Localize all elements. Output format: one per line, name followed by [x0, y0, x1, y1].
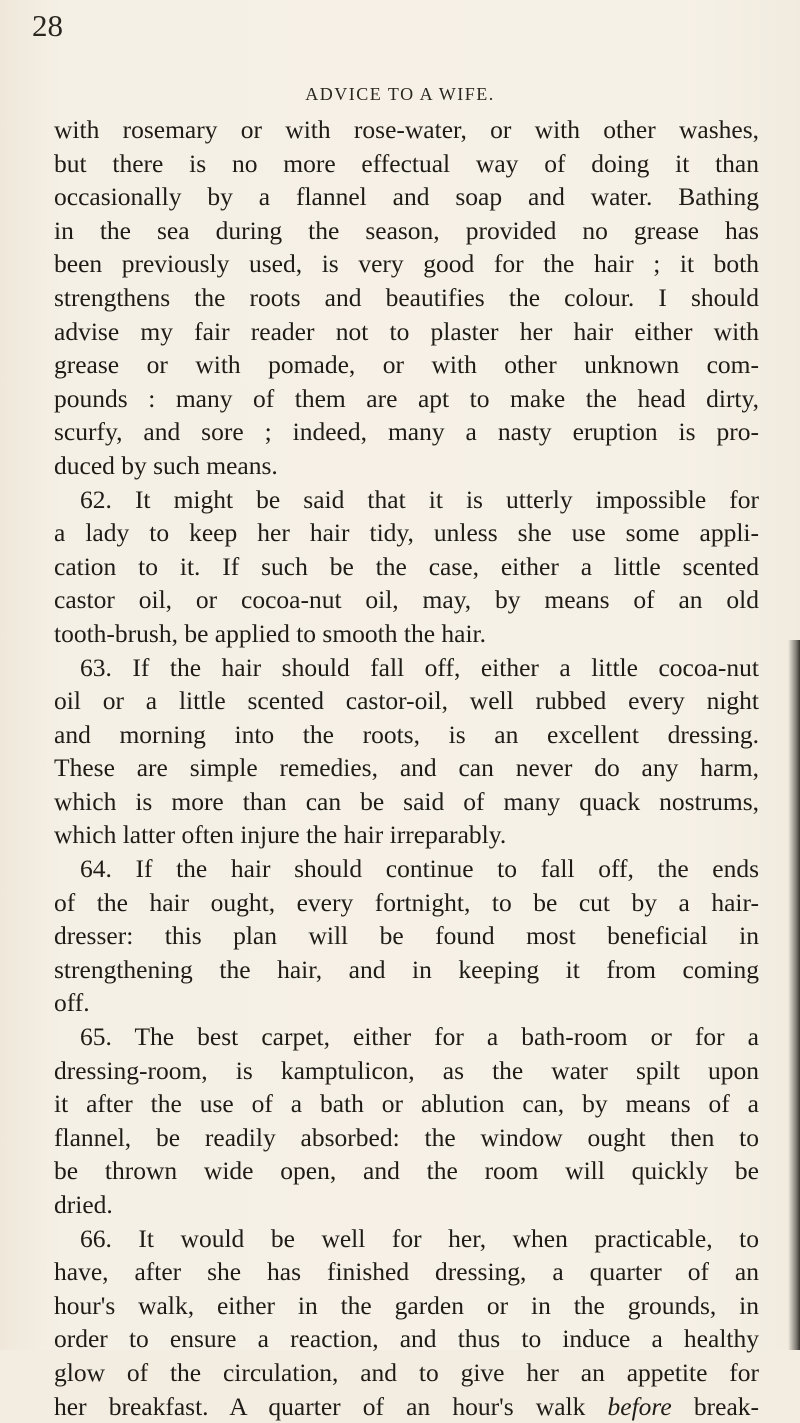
text-line: flannel, be readily absorbed: the window ought then to: [54, 1122, 759, 1152]
text-line: be thrown wide open, and the room will quickly be: [54, 1156, 759, 1186]
text-line: dressing-room, is kamptulicon, as the water spilt upon: [54, 1055, 759, 1085]
text-line: glow of the circulation, and to give her an appetite for: [54, 1357, 759, 1387]
text-line: strengthens the roots and beautifies the colour. I should: [54, 282, 759, 312]
text-line-final: [54, 1390, 759, 1423]
text-line: which is more than can be said of many quack nostrums,: [54, 786, 759, 816]
paragraph-62-start: 62. It might be said that it is utterly impossible for: [80, 484, 759, 514]
text-line: which latter often injure the hair irreparably.: [54, 820, 507, 850]
text-line: grease or with pomade, or with other unknown com-: [54, 350, 759, 380]
text-line: with rosemary or with rose-water, or with other washes,: [54, 115, 759, 144]
text-line: oil or a little scented castor-oil, well rubbed every night: [54, 686, 759, 716]
text-line: pounds : many of them are apt to make the head dirty,: [54, 383, 759, 413]
text-line: dried.: [54, 1190, 113, 1219]
text-line: off.: [54, 988, 90, 1018]
running-head: ADVICE TO A WIFE.: [305, 84, 495, 104]
text-line: and morning into the roots, is an excellent dressing.: [54, 719, 759, 749]
text-line: strengthening the hair, and in keeping it from coming: [54, 954, 759, 984]
text-line: cation to it. If such be the case, either a little scented: [54, 551, 759, 581]
text-line: advise my fair reader not to plaster her hair either with: [54, 316, 759, 346]
text-line: occasionally by a flannel and soap and water. Bathing: [54, 182, 759, 212]
text-line: scurfy, and sore ; indeed, many a nasty eruption is pro-: [54, 417, 759, 447]
text-line: dresser: this plan will be found most beneficial in: [54, 921, 759, 951]
text-line: castor oil, or cocoa-nut oil, may, by means of an old: [54, 585, 759, 615]
paragraph-63-start: 63. If the hair should fall off, either a little cocoa-nut: [80, 652, 759, 682]
body-text: [54, 113, 759, 1423]
page-edge-shadow: [788, 640, 800, 1350]
text-line: have, after she has finished dressing, a quarter of an: [54, 1257, 759, 1287]
text-line: hour's walk, either in the garden or in the grounds, in: [54, 1290, 759, 1320]
paragraph-64-start: 64. If the hair should continue to fall off, the ends: [80, 854, 759, 884]
final-line-italic: before: [607, 1391, 672, 1421]
text-line: but there is no more effectual way of doing it than: [54, 148, 759, 178]
text-line: These are simple remedies, and can never do any harm,: [54, 753, 759, 783]
paragraph-65-start: 65. The best carpet, either for a bath-room or for a: [80, 1022, 759, 1052]
page-number: 28: [32, 8, 63, 43]
text-line: order to ensure a reaction, and thus to induce a healthy: [54, 1324, 759, 1354]
text-line: in the sea during the season, provided no grease has: [54, 215, 759, 245]
text-line: been previously used, is very good for the hair ; it both: [54, 249, 759, 279]
text-line: duced by such means.: [54, 450, 278, 480]
text-line: it after the use of a bath or ablution can, by means of a: [54, 1089, 759, 1119]
final-line-roman: her breakfast. A quarter of an hour's walk: [54, 1391, 586, 1421]
text-line: a lady to keep her hair tidy, unless she use some appli-: [54, 518, 759, 548]
text-line: tooth-brush, be applied to smooth the hair.: [54, 618, 487, 648]
text-line: of the hair ought, every fortnight, to be cut by a hair-: [54, 887, 759, 917]
paragraph-66-start: 66. It would be well for her, when practicable, to: [80, 1223, 759, 1253]
final-line-hyphenated: break-: [693, 1391, 759, 1421]
